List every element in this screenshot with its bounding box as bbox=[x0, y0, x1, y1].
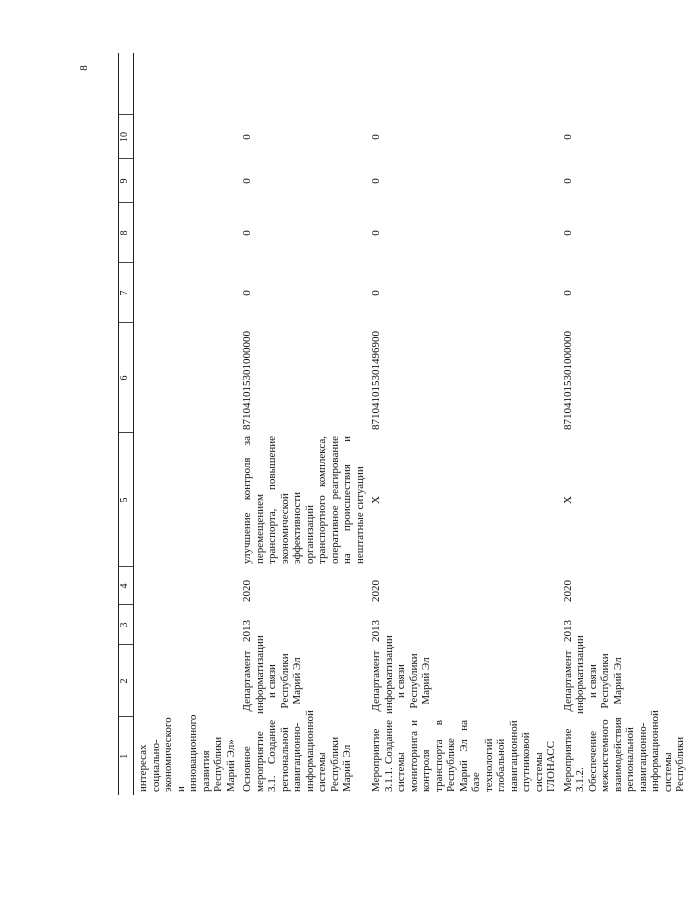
program-measures-table bbox=[118, 53, 689, 795]
value-col-8: 0 bbox=[370, 230, 382, 236]
start-year: 2013 bbox=[241, 620, 253, 642]
page-number: 8 bbox=[78, 65, 90, 71]
expected-result: Х bbox=[561, 496, 574, 504]
column-number: 9 bbox=[119, 159, 134, 203]
end-year: 2020 bbox=[370, 580, 382, 602]
table-row bbox=[560, 53, 689, 795]
value-col-9: 0 bbox=[561, 178, 574, 184]
start-year: 2013 bbox=[561, 620, 574, 642]
end-year: 2020 bbox=[241, 580, 253, 602]
measure-name: интересах социально-экономического и инновационного развития Республики Марий Эл» bbox=[137, 714, 237, 792]
column-number: 3 bbox=[119, 605, 134, 645]
end-year bbox=[134, 567, 240, 605]
value-col-9 bbox=[134, 159, 240, 203]
column-number: 6 bbox=[119, 323, 134, 433]
measure-name: Мероприятие 3.1.1. Создание системы мониторинга и контроля транспорта в Республике Марий Эл на базе технологий глобальной навигационной спутниковой системы ГЛОНАСС bbox=[370, 720, 557, 792]
budget-code: 871041015301000000 bbox=[241, 331, 253, 430]
expected-result: Х bbox=[370, 496, 382, 504]
executor: Департамент информатизации и связи Республики Марий Эл bbox=[370, 635, 432, 714]
expected-result: улучшение контроля за перемещением транспорта, повышение экономической эффективности организаций транспортного комплекса, оперативное реагирование на происшествия и нештатные ситуации bbox=[241, 436, 366, 564]
column-number: 4 bbox=[119, 567, 134, 605]
column-number: 2 bbox=[119, 645, 134, 717]
value-col-10: 0 bbox=[561, 134, 574, 140]
column-number: 5 bbox=[119, 433, 134, 567]
executor: Департамент информатизации и связи Республики Марий Эл bbox=[241, 635, 303, 714]
value-col-9: 0 bbox=[241, 178, 253, 184]
start-year bbox=[134, 605, 240, 645]
value-col-7: 0 bbox=[561, 290, 574, 296]
value-col-10: 0 bbox=[370, 134, 382, 140]
executor bbox=[134, 645, 240, 717]
measure-name: Основное мероприятие 3.1. Создание региональной навигационно-информационной системы Республики Марий Эл bbox=[241, 710, 353, 792]
table-row bbox=[368, 53, 560, 795]
column-number: 10 bbox=[119, 115, 134, 159]
value-col-7: 0 bbox=[241, 290, 253, 296]
value-col-10: 0 bbox=[241, 134, 253, 140]
budget-code bbox=[134, 323, 240, 433]
end-year: 2020 bbox=[561, 580, 574, 602]
start-year: 2013 bbox=[370, 620, 382, 642]
column-spacer bbox=[119, 53, 134, 115]
value-col-8 bbox=[134, 203, 240, 263]
column-number: 8 bbox=[119, 203, 134, 263]
value-col-7 bbox=[134, 263, 240, 323]
column-number-row bbox=[119, 53, 134, 795]
column-number: 7 bbox=[119, 263, 134, 323]
value-col-8: 0 bbox=[241, 230, 253, 236]
budget-code: 871041015301000000 bbox=[561, 331, 574, 430]
column-number: 1 bbox=[119, 717, 134, 795]
executor: Департамент информатизации и связи Республики Марий Эл bbox=[561, 635, 624, 714]
value-col-8: 0 bbox=[561, 230, 574, 236]
table-row bbox=[134, 53, 240, 795]
measure-name: Мероприятие 3.1.2. Обеспечение межсистемного взаимодействия региональной навигационно-информационной системы Республики bbox=[561, 710, 686, 792]
expected-result bbox=[134, 433, 240, 567]
budget-code: 871041015301496900 bbox=[370, 331, 382, 430]
value-col-7: 0 bbox=[370, 290, 382, 296]
value-col-10 bbox=[134, 115, 240, 159]
table-row bbox=[239, 53, 368, 795]
value-col-9: 0 bbox=[370, 178, 382, 184]
